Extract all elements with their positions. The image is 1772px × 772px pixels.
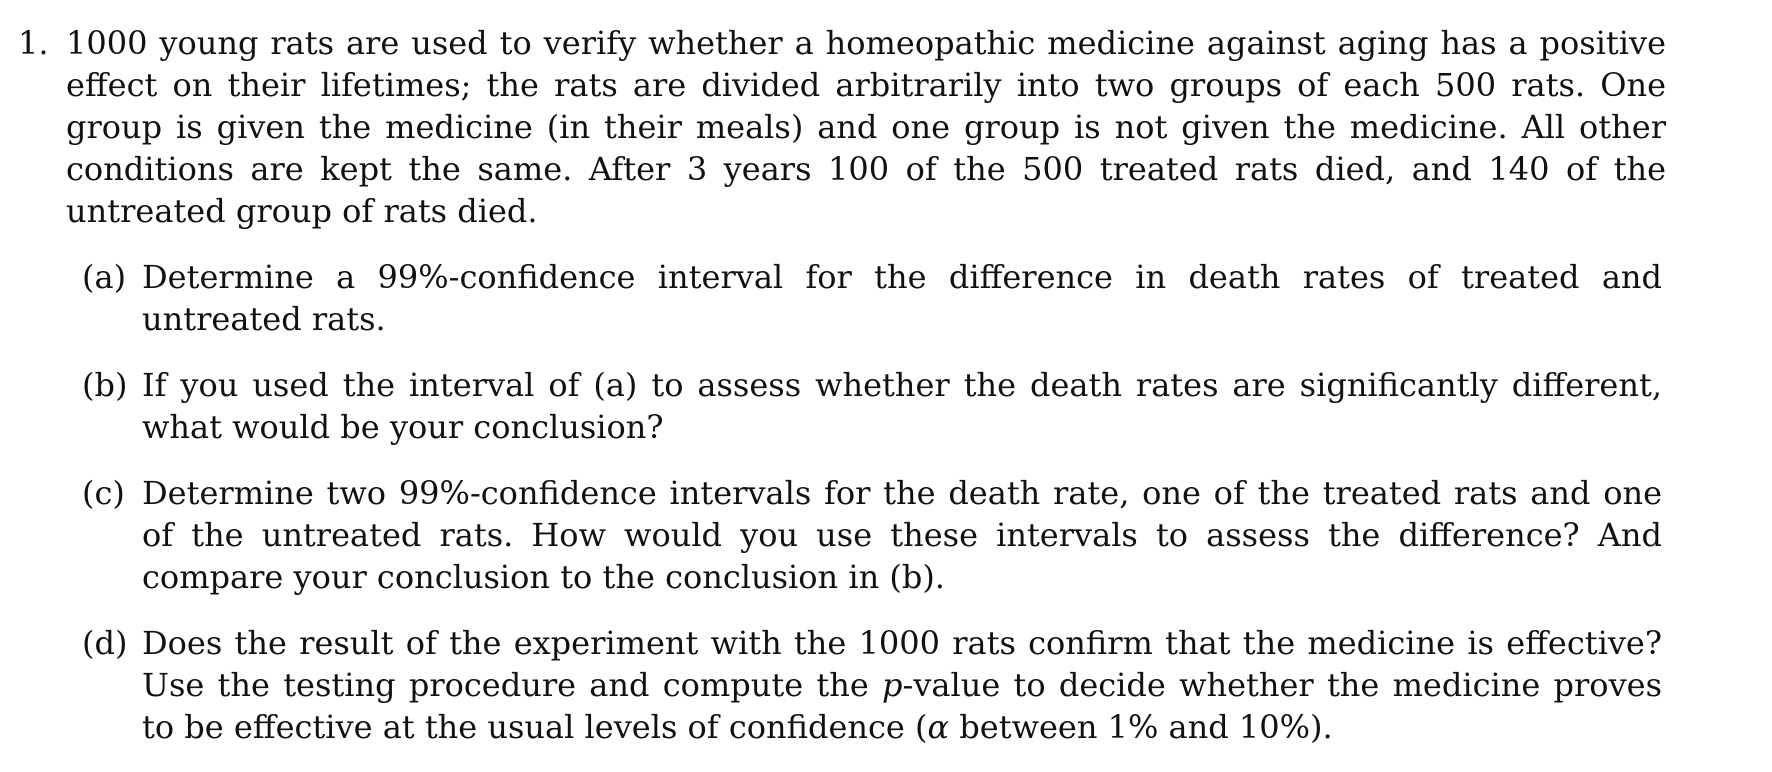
part-a-text: Determine a 99%-confidence interval for the difference in death rates of treated and untreated rats. [142,258,1662,338]
problem-statement: 1000 young rats are used to verify whether a homeopathic medicine against aging has a positive effect on their lifetimes; the rats are divided arbitrarily into two groups of each 500 rats. One group is given the medicine (in their meals) and one group is not given the medicine. All other conditions are kept the same. After 3 years 100 of the 500 treated rats died, and 140 of the untreated group of rats died. [66,24,1666,230]
part-d-text-2: -value to decide whether the medicine proves to be effective at the usual levels of confidence ( [142,666,1663,746]
part-c-text: Determine two 99%-confidence intervals for the death rate, one of the treated rats and one of the untreated rats. How would you use these intervals to assess the difference? And compare your conclusion to the conclusion in (b). [142,474,1662,596]
part-b-label: (b) [82,366,128,404]
part-d-text-3: between 1% and 10%). [949,708,1333,746]
part-c [82,472,1662,598]
alpha-symbol: α [927,708,950,746]
part-d-text-1: Does the result of the experiment with the 1000 rats confirm that the medicine is effective? Use the testing procedure and compute the [142,624,1662,704]
part-c-label: (c) [82,474,125,512]
part-b [82,364,1662,448]
part-b-text: If you used the interval of (a) to assess whether the death rates are significantly different, what would be your conclusion? [142,366,1662,446]
problem-number: 1. [18,24,49,62]
exercise-problem [18,22,1668,772]
problem-parts [82,256,1662,748]
part-d [82,622,1662,748]
part-a-label: (a) [82,258,127,296]
part-a [82,256,1662,340]
part-d-label: (d) [82,624,128,662]
p-symbol: p [882,666,903,704]
